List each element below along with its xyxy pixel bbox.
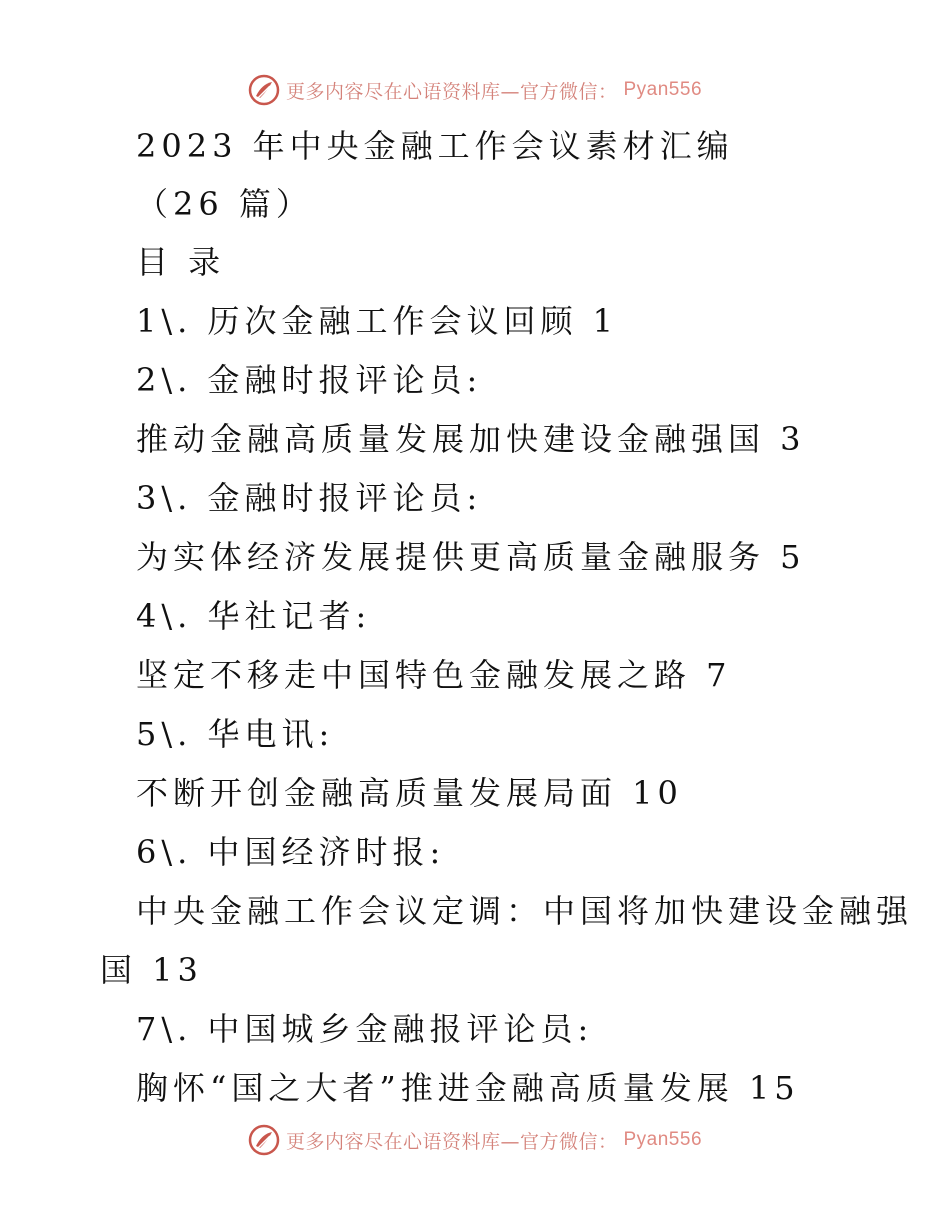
- document-title: 2023 年中央金融工作会议素材汇编: [136, 127, 734, 165]
- header-watermark: [0, 70, 950, 110]
- toc-item: 6\. 中国经济时报:: [136, 833, 446, 871]
- toc-item: 5\. 华电讯:: [136, 715, 335, 753]
- toc-item: 不断开创金融高质量发展局面 10: [136, 774, 683, 812]
- watermark-wechat-id: Pyan556: [623, 79, 703, 100]
- toc-item: 国 13: [100, 951, 203, 989]
- toc-item: 推动金融高质量发展加快建设金融强国 3: [136, 420, 806, 458]
- pen-logo-icon: [248, 1124, 280, 1156]
- toc-item: 1\. 历次金融工作会议回顾 1: [136, 302, 619, 340]
- toc-item: 2\. 金融时报评论员:: [136, 361, 483, 399]
- toc-item: 7\. 中国城乡金融报评论员:: [136, 1010, 594, 1048]
- pen-logo-icon: [248, 74, 280, 106]
- toc-item: 4\. 华社记者:: [136, 597, 372, 635]
- document-title-count: （26 篇）: [136, 185, 313, 223]
- watermark-wechat-id: Pyan556: [623, 1129, 703, 1150]
- watermark-text: 更多内容尽在心语资料库—官方微信：: [285, 1130, 618, 1153]
- footer-watermark: [0, 1120, 950, 1160]
- toc-item: 3\. 金融时报评论员:: [136, 479, 483, 517]
- toc-item: 为实体经济发展提供更高质量金融服务 5: [136, 538, 806, 576]
- toc-item: 胸怀“国之大者”推进金融高质量发展 15: [136, 1069, 800, 1107]
- watermark-text: 更多内容尽在心语资料库—官方微信：: [285, 80, 618, 103]
- toc-item: 中央金融工作会议定调：中国将加快建设金融强: [136, 892, 914, 930]
- toc-item: 坚定不移走中国特色金融发展之路 7: [136, 656, 732, 694]
- toc-heading: 目 录: [136, 243, 226, 281]
